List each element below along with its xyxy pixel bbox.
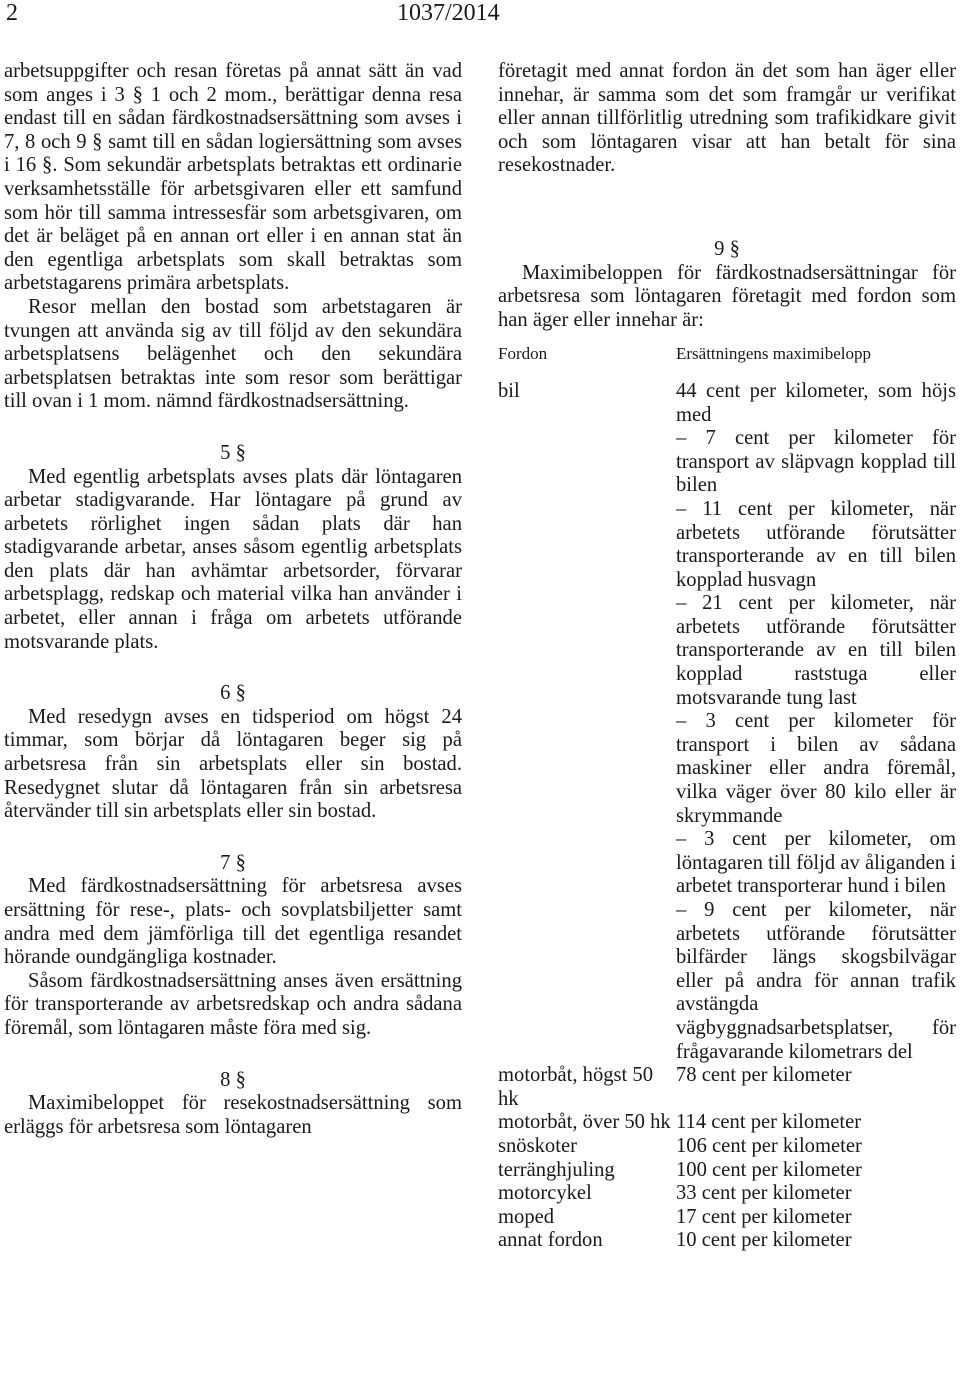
paragraph-section-5: Med egentlig arbetsplats avses plats där löntagaren arbetar stadigvarande. Har löntagare på grund av arbetets rörlighet ingen sådan plats där han stadigvarande arbetar, anses såsom egentlig arbetsplats den plats där han avhämtar arbetsorder, förvarar arbetsplagg, redskap och material vilka han använder i arbetet, eller annan i fråga om arbetets utförande motsvarande plats. <box>4 465 462 653</box>
column-header-rate: Ersättningens maximibelopp <box>676 344 871 364</box>
rate-cell: 106 cent per kilometer <box>676 1134 862 1157</box>
rate-cell: 10 cent per kilometer <box>676 1229 852 1252</box>
table-row <box>498 1229 956 1253</box>
rates-table-header <box>498 342 956 380</box>
column-header-vehicle: Fordon <box>498 344 548 364</box>
paragraph-section-6: Med resedygn avses en tidsperiod om högst 24 timmar, som börjar då löntagaren beger sig på arbetsresa från sin arbetsplats eller sin bostad. Resedygnet slutar då löntagaren från sin arbetsresa återvänder till sin arbetsplats eller sin bostad. <box>4 705 462 823</box>
vehicle-cell: terränghjuling <box>498 1158 615 1181</box>
rate-cell: 17 cent per kilometer <box>676 1205 852 1228</box>
table-row <box>498 1182 956 1206</box>
vehicle-cell: annat fordon <box>498 1229 603 1252</box>
vehicle-cell: snöskoter <box>498 1134 577 1157</box>
table-row <box>498 1111 956 1135</box>
right-column <box>498 60 956 1253</box>
rate-cell: 100 cent per kilometer <box>676 1158 862 1181</box>
table-row <box>498 1159 956 1183</box>
table-row <box>498 1206 956 1230</box>
table-row <box>498 1064 956 1111</box>
rate-cell: 78 cent per kilometer <box>676 1064 852 1087</box>
paragraph-resor: Resor mellan den bostad som arbetstagaren är tvungen att använda sig av till följd av den sekundära arbetsplatsens belägenhet och den sekundära arbetsplatsen betraktas inte som resor som berättigar till ovan i 1 mom. nämnd färdkostnadsersättning. <box>4 295 462 413</box>
page-number: 2 <box>6 0 18 26</box>
rate-line: – 7 cent per kilometer för transport av släpvagn kopplad till bilen <box>676 427 956 497</box>
vehicle-cell: bil <box>498 379 520 402</box>
rate-cell <box>676 380 956 1064</box>
paragraph-section-9: Maximibeloppen för färdkostnadsersättningar för arbetsresa som löntagaren företagit med fordon som han äger eller innehar är: <box>498 261 956 331</box>
rate-line: – 9 cent per kilometer, när arbetets utförande förutsätter bilfärder längs skogsbilvägar eller på andra för annan trafik avstängda vägbyggnadsarbetsplatser, för frågavarande kilometrars del <box>676 899 956 1063</box>
vehicle-cell: motorcykel <box>498 1182 592 1205</box>
vehicle-cell: motorbåt, över 50 hk <box>498 1111 671 1134</box>
table-row-bil <box>498 380 956 1064</box>
table-row <box>498 1135 956 1159</box>
paragraph-intro: arbetsuppgifter och resan företas på annat sätt än vad som anges i 3 § 1 och 2 mom., berättigar denna resa endast till en sådan färdkostnadsersättning som avses i 7, 8 och 9 § samt till en sådan logiersättning som avses i 16 §. Som sekundär arbetsplats betraktas ett ordinarie verksamhetsställe för arbetsgivaren eller ett samfund som hör till samma intressesfär som arbetsgivaren, om det är beläget på en annan ort eller i en annan stat än den egentliga arbetsplats som skall betraktas som arbetstagarens primära arbetsplats. <box>4 60 462 295</box>
rate-line: – 21 cent per kilometer, när arbetets utförande förutsätter transporterande av en till bilen kopplad raststuga eller motsvarande tung last <box>676 592 956 709</box>
paragraph-section-8-continued: företagit med annat fordon än det som han äger eller innehar, är samma som det som framgår ur verifikat eller annan tillförlitlig utredning som trafikidkare givit och som löntagaren visar att han betalt för sina resekostnader. <box>498 60 956 177</box>
rate-line: – 3 cent per kilometer, om löntagaren till följd av åliganden i arbetet transporterar hund i bilen <box>676 828 956 898</box>
paragraph-section-8: Maximibeloppet för resekostnadsersättning som erläggs för arbetsresa som löntagaren <box>4 1092 462 1138</box>
rate-cell: 114 cent per kilometer <box>676 1111 862 1134</box>
vehicle-cell: moped <box>498 1205 555 1228</box>
rates-table <box>498 342 956 1253</box>
section-heading-8: 8 § <box>220 1068 246 1091</box>
rate-cell: 33 cent per kilometer <box>676 1182 852 1205</box>
paragraph-section-7a: Med färdkostnadsersättning för arbetsresa avses ersättning för rese-, plats- och sovplatsbiljetter samt andra med dem jämförliga till det egentliga resandet hörande oundgängliga kostnader. <box>4 875 462 969</box>
section-heading-9: 9 § <box>714 237 740 260</box>
rate-line: – 3 cent per kilometer för transport i bilen av sådana maskiner eller andra föremål, vilka väger över 80 kilo eller är skrymmande <box>676 710 956 827</box>
section-heading-5: 5 § <box>220 441 246 464</box>
vehicle-cell: motorbåt, högst 50 hk <box>498 1064 654 1110</box>
rate-line: 44 cent per kilometer, som höjs med <box>676 379 956 426</box>
paragraph-section-7b: Såsom färdkostnadsersättning anses även ersättning för transporterande av arbetsredskap och andra sådana föremål, som löntagaren måste föra med sig. <box>4 969 462 1039</box>
rate-line: – 11 cent per kilometer, när arbetets utförande förutsätter transporterande av en till bilen kopplad husvagn <box>676 497 956 591</box>
section-heading-7: 7 § <box>220 851 246 874</box>
section-heading-6: 6 § <box>220 682 246 705</box>
left-column <box>4 60 462 1139</box>
statute-reference: 1037/2014 <box>397 0 500 26</box>
